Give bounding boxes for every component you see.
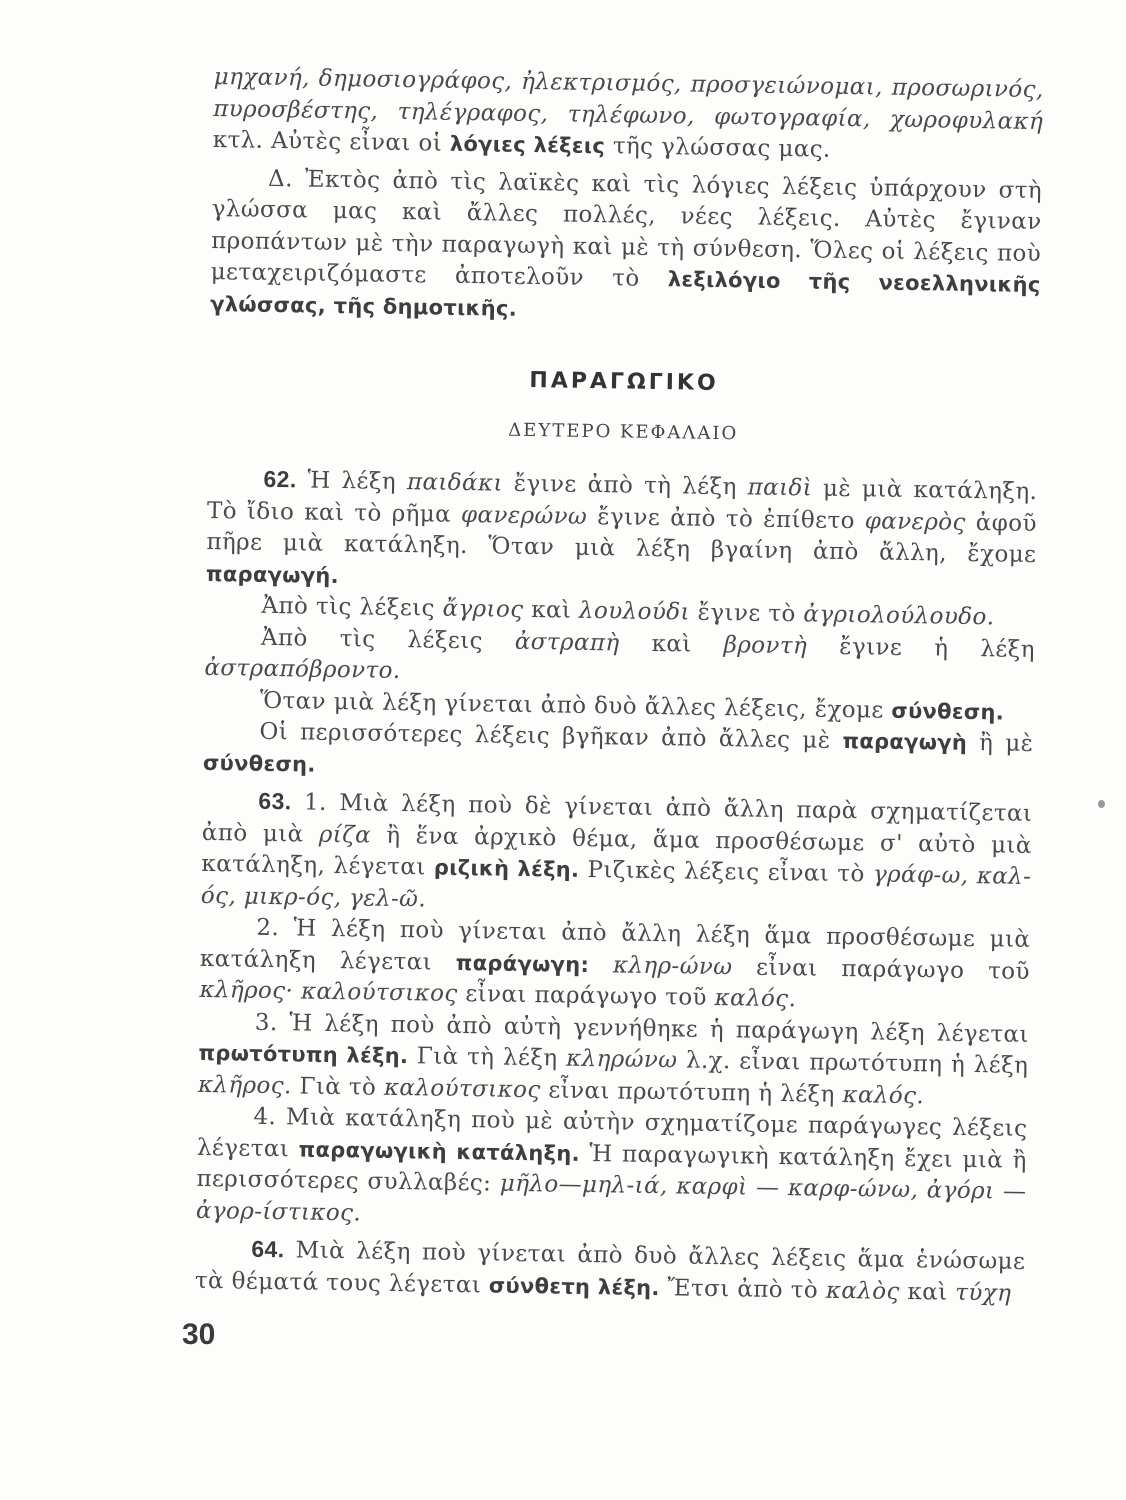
- text: Ὅταν μιὰ λέξη γίνεται ἀπὸ δυὸ ἄλλες λέξεις, ἔχομε: [259, 687, 892, 724]
- example-word: καλὸς: [825, 1277, 900, 1305]
- text: Ριζικὲς λέξεις εἶναι τὸ: [579, 856, 874, 888]
- text: Ἔτσι ἀπὸ τὸ: [659, 1274, 827, 1304]
- text: 3. Ἡ λέξη ποὺ ἀπὸ αὐτὴ γεννήθηκε ἡ παράγωγη λέξη λέγεται: [254, 1009, 1030, 1048]
- text: 2. Ἡ λέξη ποὺ γίνεται ἀπὸ ἄλλη λέξη ἅμα προσθέσωμε μιὰ κατάληξη λέγεται: [199, 914, 1031, 976]
- paragraph-63: [201, 785, 1033, 925]
- paragraph-62: [206, 463, 1038, 603]
- example-word: φανερώνω: [460, 501, 588, 530]
- page-number: 30: [182, 1318, 216, 1351]
- example-word: ἀστραπὴ: [514, 628, 620, 656]
- paragraph-62-summary: [203, 716, 1034, 792]
- text: Ἡ παραγωγικὴ κατάληξη ἔχει μιὰ ἢ περισσότερες συλλαβές:: [196, 1140, 1028, 1197]
- text: ἔγινε ἀπὸ τὸ ἐπίθετο: [587, 503, 866, 534]
- text: Ἀπὸ τὶς λέξεις: [260, 624, 516, 655]
- example-word: βροντὴ: [723, 631, 808, 659]
- example-word: ἀγριολούλουδο.: [803, 601, 995, 631]
- example-word: παιδὶ: [747, 474, 813, 502]
- text: Ἡ λέξη: [296, 467, 408, 496]
- term-derivational-ending: παραγωγικὴ κατάληξη.: [298, 1136, 581, 1166]
- section-title: ΠΑΡΑΓΩΓΙΚΟ: [529, 367, 719, 396]
- text: Ἀπὸ τὶς λέξεις: [261, 592, 443, 622]
- example-words: γράφ-ω, καλ-ός, μικρ-ός, γελ-ῶ.: [200, 861, 1032, 912]
- text: Γιὰ τὸ: [291, 1072, 385, 1101]
- example-word: ἄγριος: [442, 595, 524, 623]
- example-word: τύχη: [955, 1279, 1012, 1307]
- paragraph-63-2: [199, 912, 1030, 1020]
- text: καὶ: [523, 596, 580, 624]
- paragraph-63-4: [196, 1101, 1028, 1240]
- paragraph-63-3: [198, 1006, 1029, 1114]
- text: Μιὰ λέξη ποὺ γίνεται ἀπὸ δυὸ ἄλλες λέξεις ἅμα ἑνώσωμε τὰ θέματά τους λέγεται: [194, 1237, 1026, 1298]
- term-derivation: παραγωγὴ: [842, 728, 968, 755]
- paragraph-number: 62.: [263, 465, 297, 493]
- paragraph-learned-words: [213, 62, 1044, 170]
- text: ἢ μὲ: [966, 729, 1034, 757]
- text: 4. Μιὰ κατάληξη ποὺ μὲ αὐτὴν σχηματίζομε παράγωγες λέξεις λέγεται: [196, 1103, 1028, 1162]
- paragraph-delta: [210, 162, 1042, 333]
- example-word: κληρώνω: [565, 1045, 678, 1074]
- paragraph-number: 63.: [258, 787, 292, 815]
- example-word: λουλούδι: [578, 597, 691, 626]
- example-word: καλούτσικος: [300, 978, 458, 1007]
- example-word: κλῆρος.: [197, 1071, 292, 1099]
- scan-speck: [1098, 800, 1105, 808]
- term-compound-word: σύνθετη λέξη.: [488, 1272, 660, 1300]
- word-list: μηχανή, δημοσιογράφος, ἠλεκτρισμός, προσγειώνομαι, προσωρινός, πυροσβέστης, τηλέγραφος, τηλέφωνο, φωτογραφία, χωροφυλακή: [213, 63, 1044, 135]
- text: τῆς γλώσσας μας.: [604, 133, 831, 163]
- text: [589, 952, 613, 978]
- text: καὶ: [899, 1278, 956, 1306]
- example-word: κληρ-ώνω: [612, 951, 733, 980]
- example-words: μῆλο—μηλ-ιά, καρφὶ — καρφ-ώνω, ἀγόρι — ἀγορ-ίστικος.: [195, 1170, 1027, 1226]
- text: λ.χ. εἶναι πρωτότυπη ἡ λέξη: [677, 1047, 1029, 1079]
- text: κτλ. Αὐτὲς εἶναι οἱ: [212, 126, 451, 157]
- body-text: [195, 62, 1044, 1310]
- example-word: καλός.: [714, 984, 797, 1013]
- term-derivative: παράγωγη:: [455, 950, 590, 977]
- text: καὶ: [619, 629, 724, 658]
- term-learned-words: λόγιες λέξεις: [449, 131, 606, 159]
- example-word: φανερὸς: [864, 507, 967, 536]
- chapter-title: ΔΕΥΤΕΡΟ ΚΕΦΑΛΑΙΟ: [508, 419, 739, 444]
- term-vocabulary: λεξιλόγιο τῆς νεοελληνικῆς γλώσσας, τῆς δημοτικῆς.: [210, 267, 1041, 321]
- text: εἶναι παράγωγο τοῦ: [457, 980, 715, 1011]
- text: εἶναι πρωτότυπη ἡ λέξη: [540, 1076, 843, 1108]
- text: Γιὰ τὴ λέξη: [408, 1043, 567, 1072]
- text: ἔγινε τὸ: [689, 599, 804, 628]
- text: εἶναι παράγωγο τοῦ: [732, 953, 1031, 985]
- example-word: ρίζα: [318, 821, 372, 849]
- paragraph-64: [195, 1233, 1026, 1310]
- text: ἀφοῦ πῆρε μιὰ κατάληξη. Ὅταν μιὰ λέξη βγαίνη ἀπὸ ἄλλη, ἔχομε: [206, 509, 1038, 568]
- term-primary-word: πρωτότυπη λέξη.: [198, 1040, 409, 1069]
- term-derivation: παραγωγή.: [205, 561, 340, 588]
- term-composition: σύνθεση.: [891, 698, 1005, 724]
- example-word: καλούτσικος: [383, 1074, 541, 1103]
- text: ἢ ἕνα ἀρχικὸ θέμα, ἅμα προσθέσωμε σ' αὐτὸ μιὰ κατάληξη, λέγεται: [201, 822, 1032, 881]
- text: Οἱ περισσότερες λέξεις βγῆκαν ἀπὸ ἄλλες μὲ: [259, 718, 843, 754]
- example-word: παιδάκι: [406, 469, 504, 497]
- paragraph-number: 64.: [251, 1235, 285, 1263]
- text: μὲ μιὰ κατάληξη. Τὸ ἴδιο καὶ τὸ ρῆμα: [206, 475, 1038, 528]
- example-word: κλῆρος·: [199, 976, 294, 1005]
- example-word: ἀστραπόβροντο.: [204, 654, 401, 685]
- example-word: καλός.: [842, 1081, 925, 1109]
- text: 1. Μιὰ λέξη ποὺ δὲ γίνεται ἀπὸ ἄλλη παρὰ σχηματίζεται ἀπὸ μιὰ: [201, 789, 1033, 848]
- text: ἔγινε ἀπὸ τὴ λέξη: [502, 470, 748, 501]
- text: ἔγινε ἡ λέξη: [807, 632, 1036, 663]
- text: Δ. Ἐκτὸς ἀπὸ τὶς λαϊκὲς καὶ τὶς λόγιες λέξεις ὑπάρχουν στὴ γλώσσα μας καὶ ἄλλες πολλές, νέες λέξεις. Αὐτὲς ἔγιναν προπάντων μὲ τὴν παραγωγὴ καὶ μὲ τὴ σύνθεση. Ὅλες οἱ λέξεις ποὺ μεταχειριζόμαστε ἀποτελοῦν τὸ: [210, 165, 1043, 293]
- term-root-word: ριζικὴ λέξη.: [433, 855, 580, 882]
- term-composition: σύνθεση.: [202, 750, 316, 777]
